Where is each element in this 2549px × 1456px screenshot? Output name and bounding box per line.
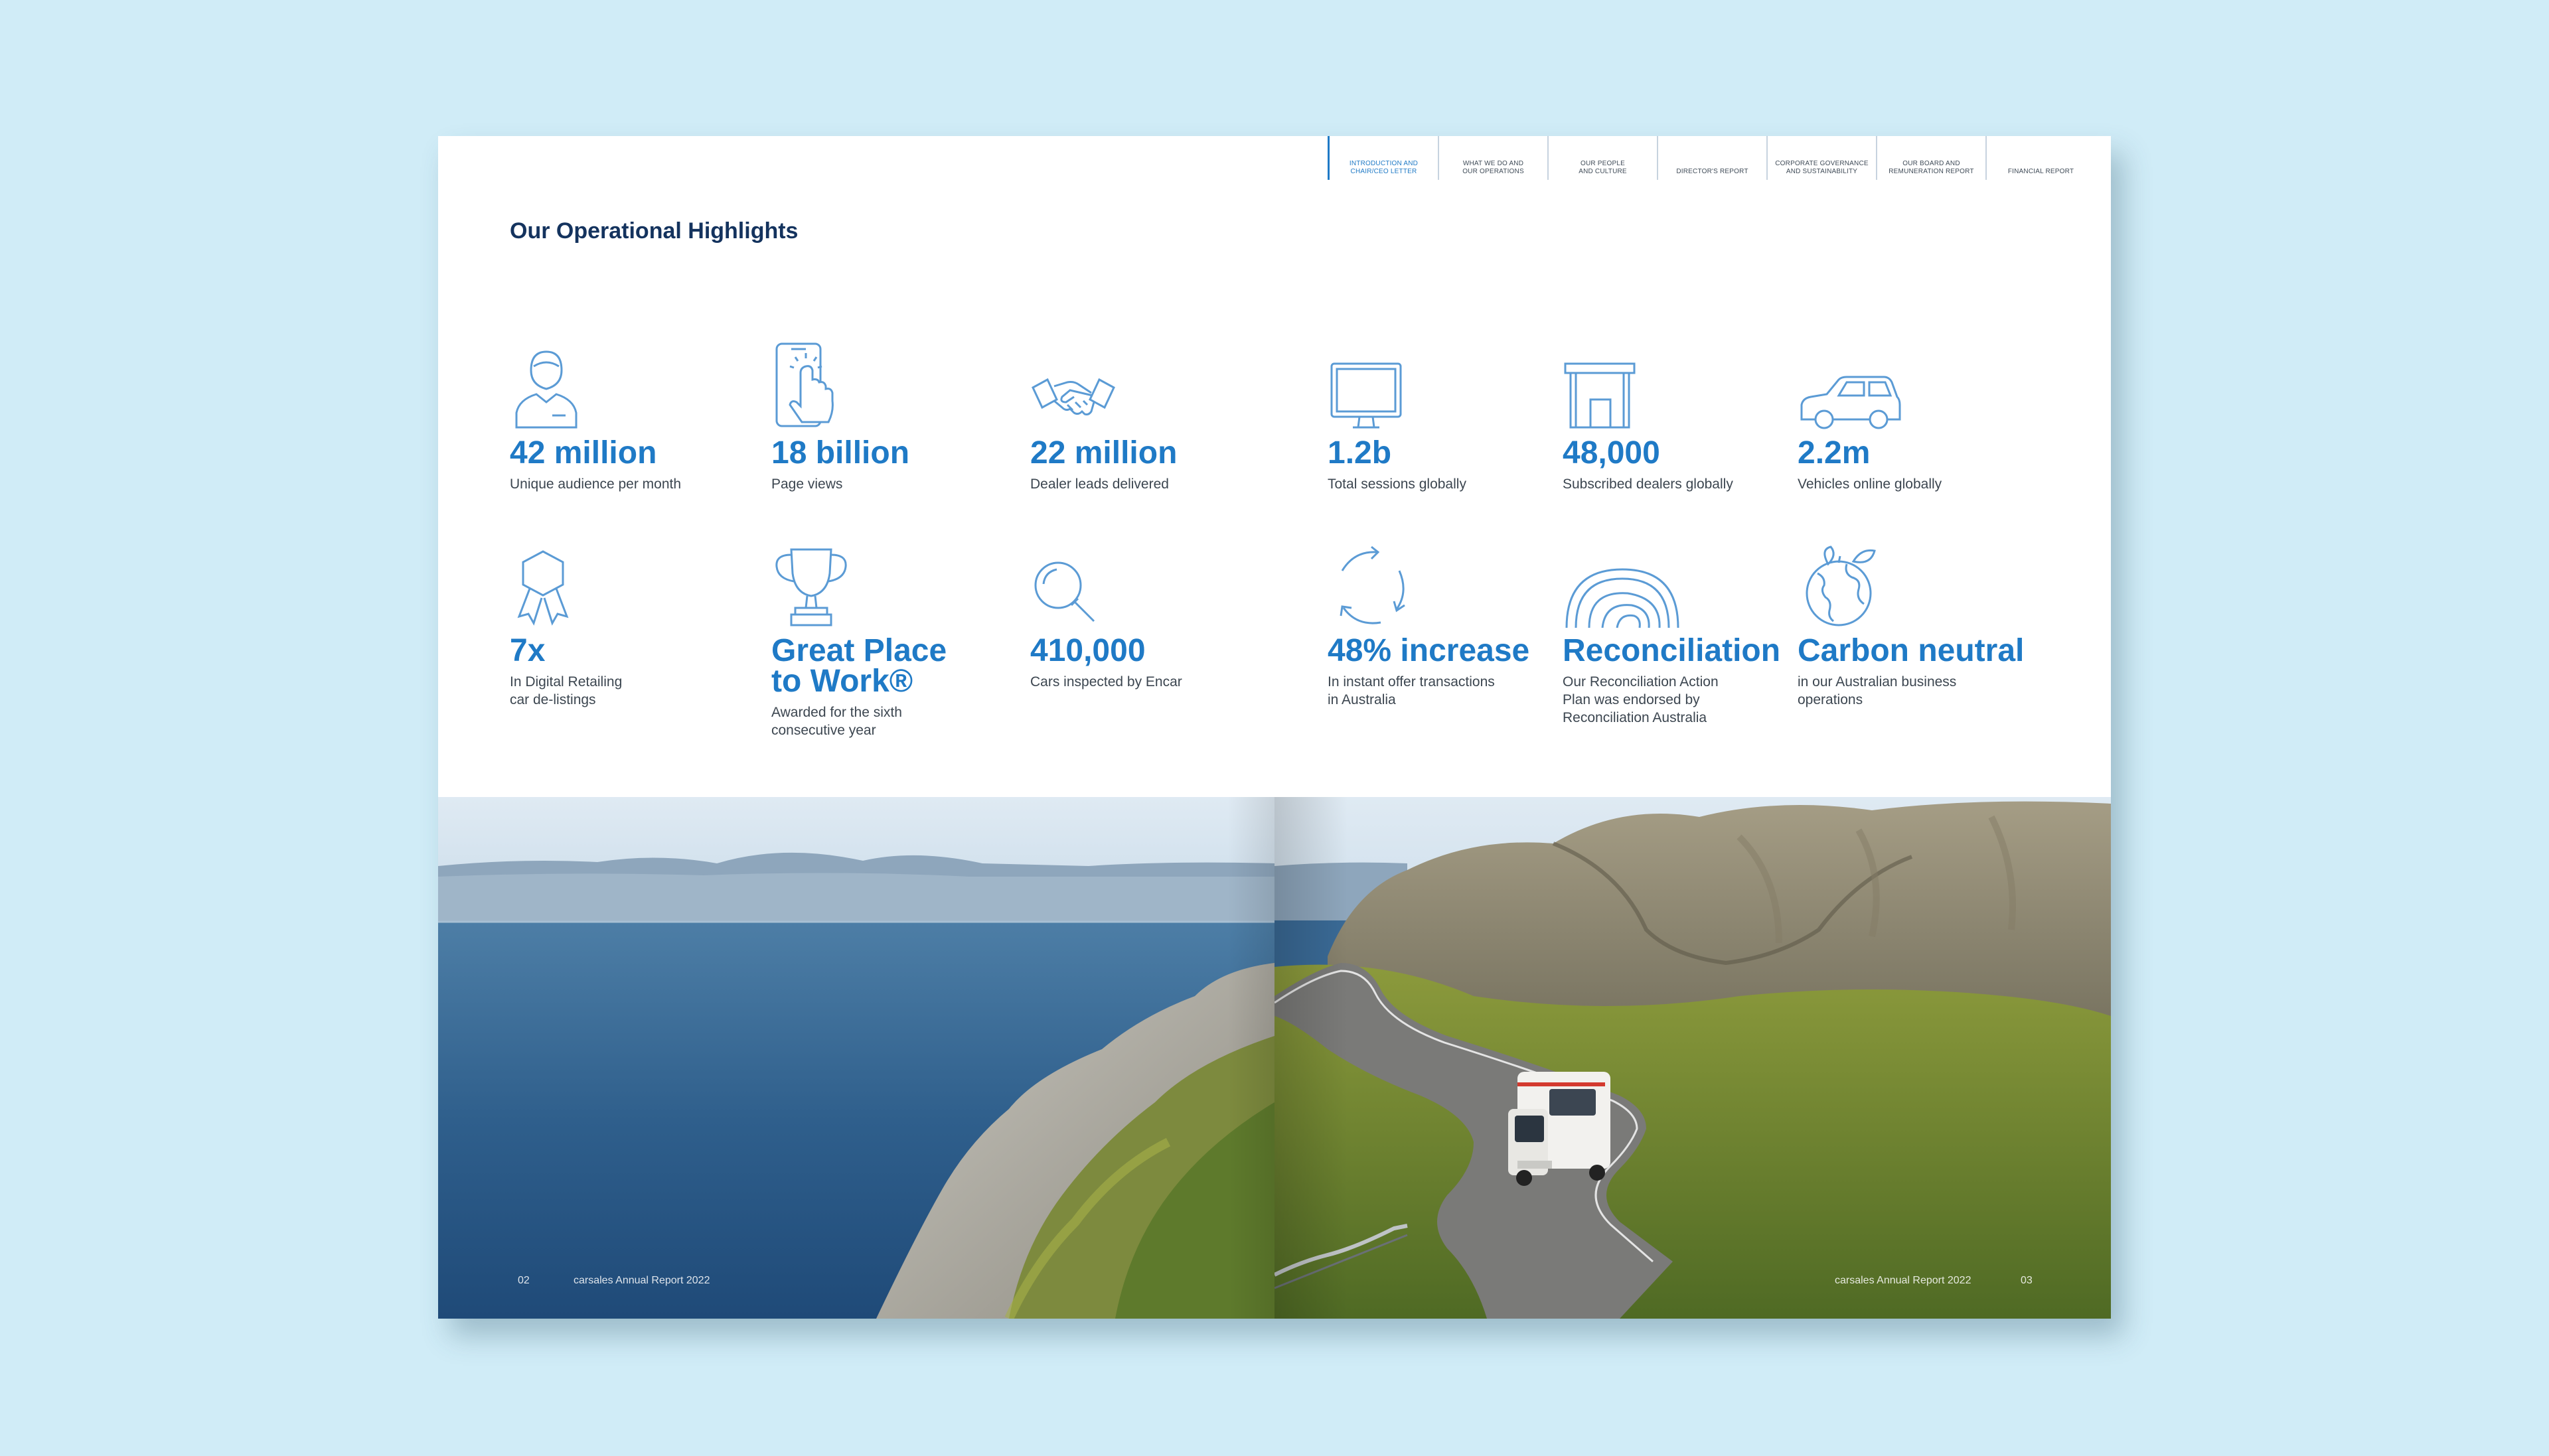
stat-description: Our Reconciliation Action Plan was endorsed by Reconciliation Australia: [1563, 674, 1719, 725]
stat-value: 42 million: [510, 435, 657, 471]
car-icon: [1798, 352, 2050, 438]
stat-description: Page views: [771, 476, 843, 492]
footer-title: carsales Annual Report 2022: [1835, 1275, 1971, 1286]
monitor-icon: [1328, 352, 1580, 438]
person-icon: [510, 352, 762, 438]
stat-description: Unique audience per month: [510, 476, 682, 492]
stat-value: 18 billion: [771, 435, 910, 471]
stat-value: Carbon neutral: [1798, 633, 2025, 668]
tab-directors-report[interactable]: DIRECTOR'S REPORT: [1657, 136, 1766, 180]
stat-description: In Digital Retailing car de-listings: [510, 674, 623, 707]
stat-description: in our Australian business operations: [1798, 674, 1957, 707]
tab-our-people[interactable]: OUR PEOPLE AND CULTURE: [1547, 136, 1657, 180]
tab-what-we-do[interactable]: WHAT WE DO AND OUR OPERATIONS: [1438, 136, 1547, 180]
stat-value: 410,000: [1030, 633, 1146, 668]
storefront-icon: [1563, 352, 1815, 438]
handshake-icon: [1030, 352, 1274, 438]
landscape-photo-right: [1274, 797, 2111, 1319]
smartphone-tap-icon: [771, 352, 1024, 438]
page-number: 03: [2021, 1275, 2033, 1286]
stat-dealer-leads: [1030, 352, 1274, 493]
stat-description: In instant offer transactions in Australia: [1328, 674, 1495, 707]
globe-leaves-icon: [1798, 549, 2050, 636]
rainbow-arcs-icon: [1563, 549, 1815, 636]
stat-description: Total sessions globally: [1328, 476, 1466, 492]
stat-great-place-to-work: [771, 549, 1024, 739]
stat-value: Reconciliation: [1563, 633, 1781, 668]
tab-our-board[interactable]: OUR BOARD AND REMUNERATION REPORT: [1876, 136, 1985, 180]
stat-value: 2.2m: [1798, 435, 1871, 471]
stat-description: Awarded for the sixth consecutive year: [771, 705, 902, 738]
tab-financial-report[interactable]: FINANCIAL REPORT: [1985, 136, 2095, 180]
stat-value: 22 million: [1030, 435, 1178, 471]
landscape-photo-left: [438, 797, 1274, 1319]
stat-value: 48% increase: [1328, 633, 1530, 668]
stat-description: Cars inspected by Encar: [1030, 674, 1182, 690]
section-nav: [1328, 136, 2095, 180]
stat-value: 48,000: [1563, 435, 1660, 471]
stat-total-sessions: [1328, 352, 1580, 493]
stat-description: Vehicles online globally: [1798, 476, 1942, 492]
left-page: [438, 136, 1274, 1319]
stat-carbon-neutral: [1798, 549, 2050, 709]
stat-value: Great Place to Work®: [771, 633, 947, 699]
tab-corporate-governance[interactable]: CORPORATE GOVERNANCE AND SUSTAINABILITY: [1766, 136, 1876, 180]
stat-subscribed-dealers: [1563, 352, 1815, 493]
stat-digital-retailing: [510, 549, 762, 709]
tab-introduction[interactable]: INTRODUCTION AND CHAIR/CEO LETTER: [1328, 136, 1438, 180]
stat-description: Dealer leads delivered: [1030, 476, 1169, 492]
footer-title: carsales Annual Report 2022: [574, 1275, 710, 1286]
award-ribbon-icon: [510, 549, 762, 636]
stat-instant-offer: [1328, 549, 1580, 709]
stat-value: 7x: [510, 633, 546, 668]
magnifier-icon: [1030, 549, 1274, 636]
stat-page-views: [771, 352, 1024, 493]
stat-vehicles-online: [1798, 352, 2050, 493]
stat-value: 1.2b: [1328, 435, 1392, 471]
trophy-icon: [771, 549, 1024, 636]
report-spread: [438, 136, 2111, 1319]
refresh-arrows-icon: [1328, 549, 1580, 636]
page-title: Our Operational Highlights: [510, 218, 799, 244]
stat-description: Subscribed dealers globally: [1563, 476, 1733, 492]
stat-cars-inspected: [1030, 549, 1274, 691]
page-number: 02: [518, 1275, 530, 1286]
stat-unique-audience: [510, 352, 762, 493]
right-page: [1274, 136, 2111, 1319]
stat-reconciliation: [1563, 549, 1815, 727]
